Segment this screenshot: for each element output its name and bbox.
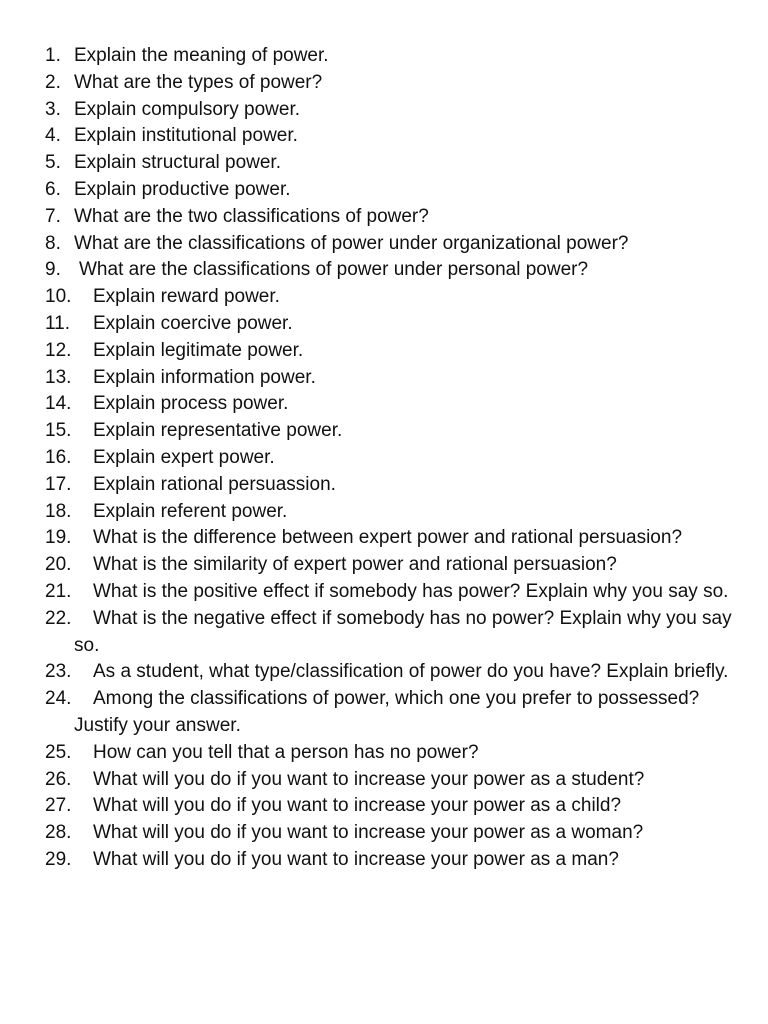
- item-number: 7.: [45, 205, 61, 227]
- list-item: [0, 150, 768, 177]
- list-item: [0, 793, 768, 820]
- item-number: 10.: [45, 286, 72, 308]
- list-item: [0, 552, 768, 579]
- list-item: [0, 820, 768, 847]
- list-item: [0, 525, 768, 552]
- list-item: [0, 418, 768, 445]
- item-text: Explain coercive power.: [93, 312, 293, 334]
- item-number: 11.: [45, 312, 71, 334]
- item-number: 26.: [45, 768, 72, 790]
- list-item: [0, 847, 768, 874]
- list-item: [0, 231, 768, 258]
- item-number: 18.: [45, 500, 72, 522]
- item-text: What are the two classifications of power?: [74, 205, 429, 227]
- item-number: 22.: [45, 607, 72, 629]
- item-number: 14.: [45, 393, 72, 415]
- item-text: As a student, what type/classification of power do you have? Explain briefly.: [93, 661, 729, 683]
- item-number: 15.: [45, 420, 72, 442]
- item-number: 3.: [45, 98, 61, 120]
- list-item: [0, 43, 768, 70]
- list-item: [0, 659, 768, 686]
- item-number: 19.: [45, 527, 72, 549]
- item-number: 21.: [45, 580, 72, 602]
- list-item: [0, 365, 768, 392]
- item-number: 20.: [45, 554, 72, 576]
- item-number: 4.: [45, 125, 61, 147]
- item-text: What is the negative effect if somebody has no power? Explain why you say so.: [74, 607, 732, 656]
- item-text: Explain information power.: [93, 366, 316, 388]
- list-item: [0, 472, 768, 499]
- item-text: Explain the meaning of power.: [74, 45, 329, 66]
- item-text: Explain process power.: [93, 393, 289, 415]
- item-text: What will you do if you want to increase your power as a child?: [93, 795, 622, 817]
- item-text: What are the classifications of power under organizational power?: [74, 232, 629, 254]
- item-number: 24.: [45, 688, 72, 710]
- item-text: What are the types of power?: [74, 71, 323, 93]
- list-item: [0, 767, 768, 794]
- item-number: 17.: [45, 473, 72, 495]
- list-item: [0, 204, 768, 231]
- item-number: 2.: [45, 71, 61, 93]
- list-item: [0, 177, 768, 204]
- item-number: 13.: [45, 366, 72, 388]
- item-text: Explain expert power.: [93, 446, 275, 468]
- item-text: Among the classifications of power, which one you prefer to possessed? Justify your answer.: [74, 688, 700, 736]
- item-text: What is the difference between expert power and rational persuasion?: [93, 527, 683, 549]
- item-text: Explain reward power.: [93, 286, 280, 308]
- list-item: [0, 97, 768, 124]
- item-text: Explain legitimate power.: [93, 339, 304, 361]
- item-number: 12.: [45, 339, 72, 361]
- item-number: 23.: [45, 661, 72, 683]
- item-text: Explain structural power.: [74, 152, 281, 174]
- list-item: [0, 499, 768, 526]
- item-number: 1.: [45, 45, 61, 66]
- item-text: How can you tell that a person has no power?: [93, 741, 479, 763]
- item-number: 28.: [45, 822, 72, 844]
- item-text: What will you do if you want to increase your power as a student?: [93, 768, 645, 790]
- item-number: 8.: [45, 232, 61, 254]
- item-text: What is the similarity of expert power and rational persuasion?: [93, 554, 617, 576]
- list-item: [0, 338, 768, 365]
- item-text: Explain institutional power.: [74, 125, 298, 147]
- list-item: [0, 311, 768, 338]
- item-text: What is the positive effect if somebody has power? Explain why you say so.: [93, 580, 729, 602]
- list-item: [0, 579, 768, 606]
- list-item: [0, 284, 768, 311]
- list-item: [0, 445, 768, 472]
- item-text: Explain referent power.: [93, 500, 288, 522]
- list-item: [0, 257, 768, 284]
- item-number: 9.: [45, 259, 61, 281]
- list-item: [0, 606, 768, 660]
- item-text: What will you do if you want to increase your power as a man?: [93, 848, 619, 870]
- list-item: [0, 70, 768, 97]
- item-number: 6.: [45, 178, 61, 200]
- item-number: 5.: [45, 152, 61, 174]
- item-text: Explain compulsory power.: [74, 98, 300, 120]
- list-item: [0, 123, 768, 150]
- question-list: [0, 43, 768, 874]
- item-text: Explain productive power.: [74, 178, 291, 200]
- item-number: 29.: [45, 848, 72, 870]
- list-item: [0, 740, 768, 767]
- item-text: Explain representative power.: [93, 420, 343, 442]
- item-number: 16.: [45, 446, 72, 468]
- item-text: What will you do if you want to increase your power as a woman?: [93, 822, 644, 844]
- item-number: 25.: [45, 741, 72, 763]
- list-item: [0, 686, 768, 740]
- list-item: [0, 391, 768, 418]
- item-number: 27.: [45, 795, 72, 817]
- item-text: What are the classifications of power under personal power?: [79, 259, 589, 281]
- item-text: Explain rational persuassion.: [93, 473, 336, 495]
